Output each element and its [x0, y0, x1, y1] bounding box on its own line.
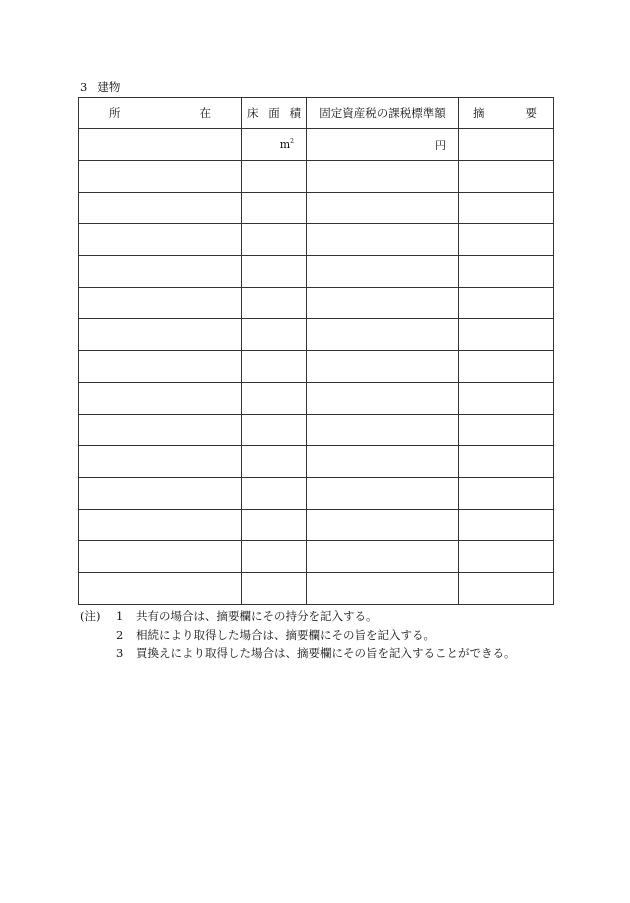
- floor-area-cell[interactable]: [242, 414, 307, 446]
- floor-area-cell[interactable]: [242, 541, 307, 573]
- table-row: [79, 446, 554, 478]
- section-title: [80, 80, 120, 94]
- header-area-char-3: 積: [289, 106, 301, 120]
- table-body: [79, 161, 554, 605]
- remarks-cell[interactable]: [459, 541, 554, 573]
- tax-base-cell[interactable]: [307, 192, 459, 224]
- table-row: [79, 287, 554, 319]
- remarks-cell[interactable]: [459, 319, 554, 351]
- remarks-cell[interactable]: [459, 414, 554, 446]
- table-row: [79, 477, 554, 509]
- tax-base-cell[interactable]: [307, 572, 459, 604]
- header-location-char-2: 在: [199, 106, 211, 120]
- note-item-2: [80, 626, 516, 645]
- floor-area-cell[interactable]: [242, 319, 307, 351]
- floor-area-cell[interactable]: [242, 509, 307, 541]
- header-location: [79, 98, 242, 129]
- floor-area-cell[interactable]: [242, 192, 307, 224]
- tax-base-cell[interactable]: [307, 129, 459, 161]
- remarks-cell[interactable]: [459, 351, 554, 383]
- remarks-cell[interactable]: [459, 161, 554, 193]
- location-cell[interactable]: [79, 256, 242, 288]
- notes-label: (注): [80, 609, 101, 623]
- remarks-cell[interactable]: [459, 382, 554, 414]
- area-unit-superscript: 2: [290, 138, 294, 145]
- remarks-cell[interactable]: [459, 572, 554, 604]
- floor-area-cell[interactable]: [242, 477, 307, 509]
- location-cell[interactable]: [79, 351, 242, 383]
- tax-base-cell[interactable]: [307, 382, 459, 414]
- tax-base-cell[interactable]: [307, 446, 459, 478]
- note-text: 買換えにより取得した場合は、摘要欄にその旨を記入することができる。: [136, 646, 516, 660]
- location-cell[interactable]: [79, 161, 242, 193]
- location-cell[interactable]: [79, 224, 242, 256]
- remarks-cell[interactable]: [459, 446, 554, 478]
- note-number: 2: [116, 627, 124, 642]
- location-cell[interactable]: [79, 509, 242, 541]
- header-tax-base: [307, 98, 459, 129]
- floor-area-cell[interactable]: [242, 351, 307, 383]
- section-heading: 建物: [97, 80, 121, 94]
- floor-area-cell[interactable]: [242, 129, 307, 161]
- floor-area-cell[interactable]: [242, 161, 307, 193]
- tax-base-cell[interactable]: [307, 477, 459, 509]
- table-row: [79, 572, 554, 604]
- table-row: [79, 351, 554, 383]
- location-cell[interactable]: [79, 287, 242, 319]
- header-remarks-char-2: 要: [525, 106, 537, 120]
- table-row: [79, 541, 554, 573]
- area-unit: m: [279, 138, 291, 151]
- location-cell[interactable]: [79, 477, 242, 509]
- floor-area-cell[interactable]: [242, 224, 307, 256]
- remarks-cell[interactable]: [459, 192, 554, 224]
- tax-base-cell[interactable]: [307, 351, 459, 383]
- header-floor-area: [242, 98, 307, 129]
- location-cell[interactable]: [79, 446, 242, 478]
- remarks-cell[interactable]: [459, 129, 554, 161]
- header-location-char-1: 所: [109, 106, 121, 120]
- buildings-table: [78, 97, 554, 605]
- location-cell[interactable]: [79, 192, 242, 224]
- tax-base-cell[interactable]: [307, 256, 459, 288]
- note-number: 3: [116, 646, 124, 660]
- location-cell[interactable]: [79, 382, 242, 414]
- table-row: [79, 192, 554, 224]
- location-cell[interactable]: [79, 129, 242, 161]
- tax-base-cell[interactable]: [307, 541, 459, 573]
- table-row: [79, 509, 554, 541]
- tax-base-cell[interactable]: [307, 414, 459, 446]
- tax-base-cell[interactable]: [307, 161, 459, 193]
- table-row: [79, 414, 554, 446]
- table-unit-row: [79, 129, 554, 161]
- tax-base-cell[interactable]: [307, 319, 459, 351]
- header-area-char-2: 面: [268, 106, 280, 120]
- note-number: 1: [116, 609, 124, 623]
- floor-area-cell[interactable]: [242, 382, 307, 414]
- header-area-char-1: 床: [247, 106, 259, 120]
- remarks-cell[interactable]: [459, 477, 554, 509]
- table-row: [79, 382, 554, 414]
- note-item-3: [80, 644, 516, 663]
- table-row: [79, 319, 554, 351]
- note-text: 相続により取得した場合は、摘要欄にその旨を記入する。: [136, 627, 435, 642]
- header-remarks: [459, 98, 554, 129]
- table-row: [79, 161, 554, 193]
- remarks-cell[interactable]: [459, 224, 554, 256]
- remarks-cell[interactable]: [459, 509, 554, 541]
- note-text: 共有の場合は、摘要欄にその持分を記入する。: [136, 609, 378, 623]
- location-cell[interactable]: [79, 572, 242, 604]
- remarks-cell[interactable]: [459, 287, 554, 319]
- table-row: [79, 256, 554, 288]
- amount-unit: 円: [435, 138, 446, 152]
- tax-base-cell[interactable]: [307, 224, 459, 256]
- note-item-1: [80, 607, 516, 626]
- section-number: 3: [80, 80, 88, 94]
- floor-area-cell[interactable]: [242, 572, 307, 604]
- floor-area-cell[interactable]: [242, 256, 307, 288]
- table-row: [79, 224, 554, 256]
- header-remarks-char-1: 摘: [473, 106, 485, 120]
- table-header-row: [79, 98, 554, 129]
- tax-base-cell[interactable]: [307, 287, 459, 319]
- location-cell[interactable]: [79, 319, 242, 351]
- location-cell[interactable]: [79, 414, 242, 446]
- floor-area-cell[interactable]: [242, 446, 307, 478]
- location-cell[interactable]: [79, 541, 242, 573]
- remarks-cell[interactable]: [459, 256, 554, 288]
- floor-area-cell[interactable]: [242, 287, 307, 319]
- notes: [80, 607, 516, 663]
- header-tax-base-label: 固定資産税の課税標準額: [319, 106, 446, 120]
- tax-base-cell[interactable]: [307, 509, 459, 541]
